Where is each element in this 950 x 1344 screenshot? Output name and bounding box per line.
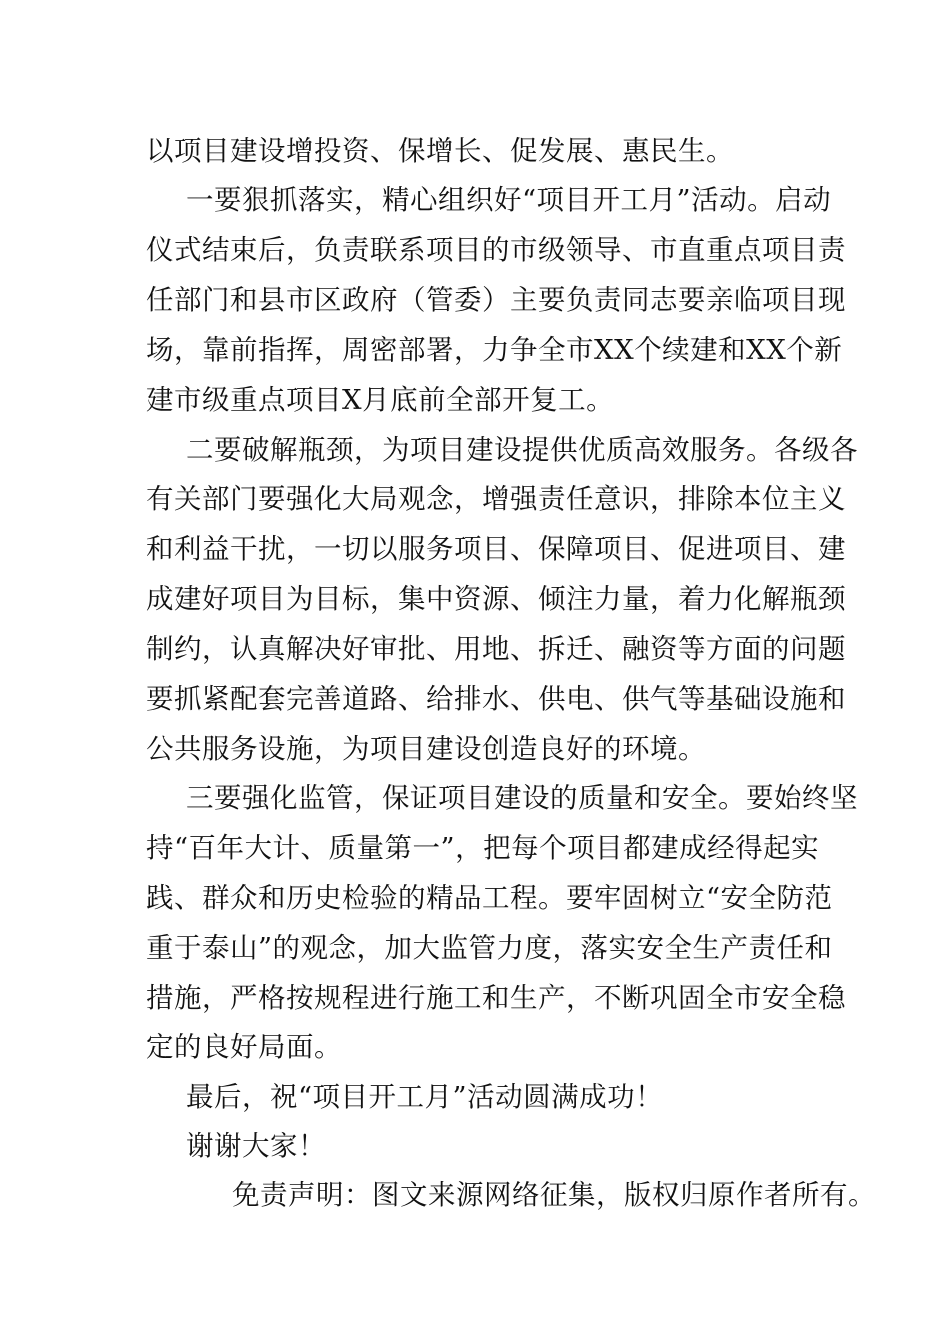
text-line: 场，靠前指挥，周密部署，力争全市XX个续建和XX个新: [146, 334, 843, 366]
paragraph-start: 三要强化监管，保证项目建设的质量和安全。要始终坚: [186, 782, 858, 814]
text-line: 成建好项目为目标，集中资源、倾注力量，着力化解瓶颈: [146, 583, 846, 615]
text-line: 定的良好局面。: [146, 1031, 342, 1063]
text-line: 重于泰山”的观念，加大监管力度，落实安全生产责任和: [146, 932, 833, 964]
text-line: 要抓紧配套完善道路、给排水、供电、供气等基础设施和: [146, 683, 846, 715]
paragraph-start: 二要破解瓶颈，为项目建设提供优质高效服务。各级各: [186, 434, 858, 466]
closing-thanks: 谢谢大家！: [186, 1130, 326, 1162]
text-line: 以项目建设增投资、保增长、促发展、惠民生。: [146, 135, 734, 167]
text-line: 持“百年大计、质量第一”，把每个项目都建成经得起实: [146, 832, 820, 864]
text-line: 仪式结束后，负责联系项目的市级领导、市直重点项目责: [146, 234, 846, 266]
closing-wish: 最后，祝“项目开工月”活动圆满成功！: [186, 1081, 664, 1113]
text-line: 有关部门要强化大局观念，增强责任意识，排除本位主义: [146, 483, 846, 515]
text-line: 践、群众和历史检验的精品工程。要牢固树立“安全防范: [146, 882, 833, 914]
paragraph-start: 一要狠抓落实，精心组织好“项目开工月”活动。启动: [186, 184, 832, 216]
text-line: 任部门和县市区政府（管委）主要负责同志要亲临项目现: [146, 284, 846, 316]
disclaimer: 免责声明：图文来源网络征集，版权归原作者所有。: [232, 1179, 876, 1211]
text-line: 建市级重点项目X月底前全部开复工。: [146, 384, 615, 416]
text-line: 和利益干扰，一切以服务项目、保障项目、促进项目、建: [146, 533, 846, 565]
text-line: 制约，认真解决好审批、用地、拆迁、融资等方面的问题: [146, 633, 846, 665]
text-line: 措施，严格按规程进行施工和生产，不断巩固全市安全稳: [146, 982, 846, 1014]
text-line: 公共服务设施，为项目建设创造良好的环境。: [146, 733, 706, 765]
